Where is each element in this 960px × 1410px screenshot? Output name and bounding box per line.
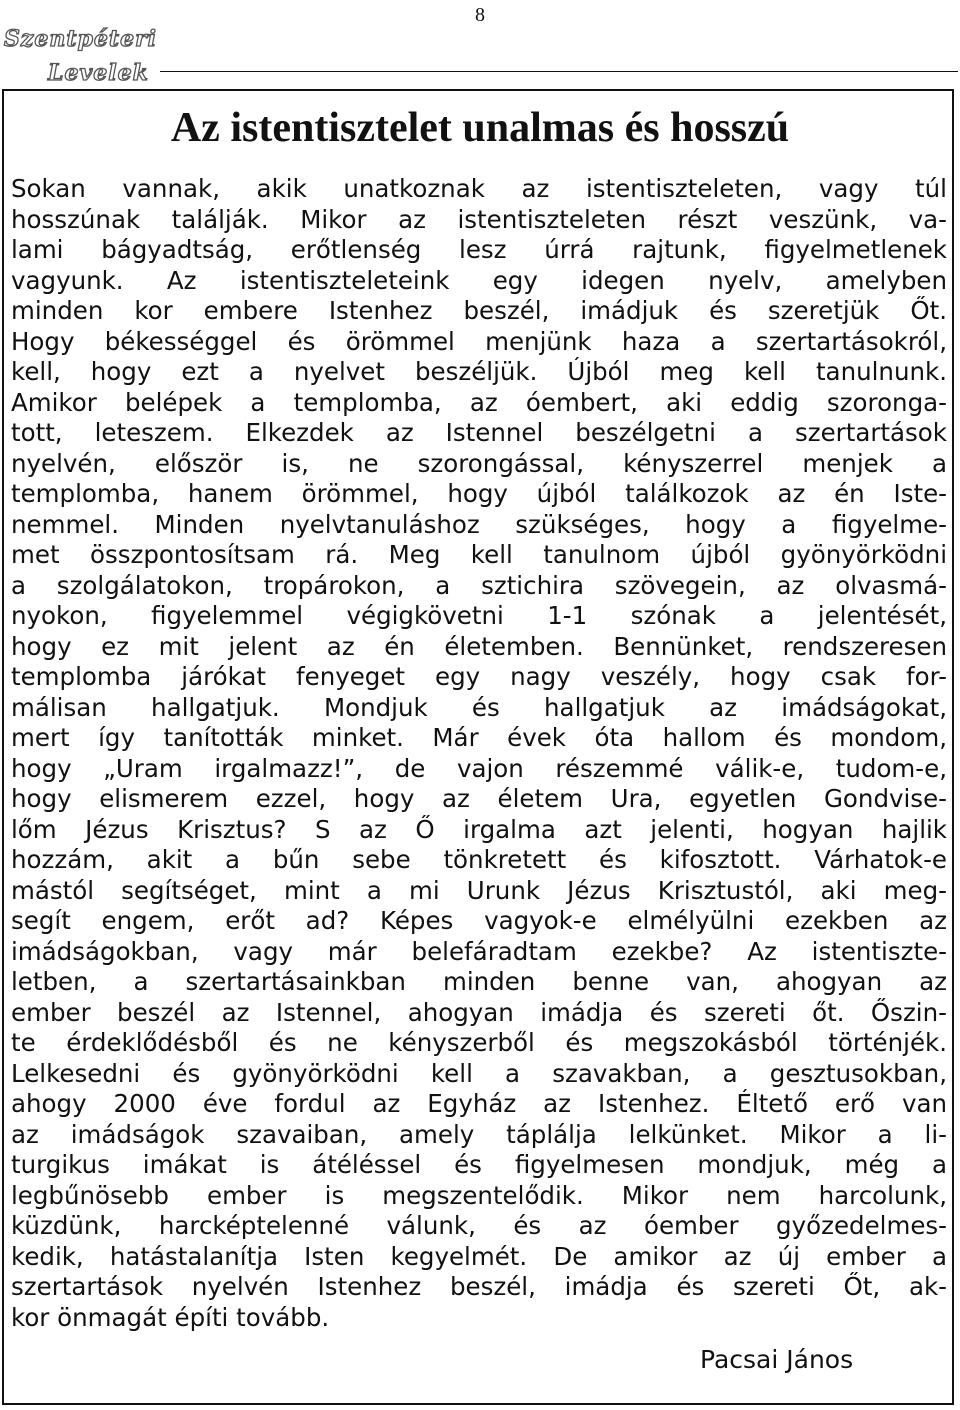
body-line: málisan hallgatjuk. Mondjuk és hallgatjuk az imádságokat, [11, 692, 947, 722]
publication-logo [2, 22, 158, 90]
page-number: 8 [475, 4, 485, 26]
body-line: Lelkesedni és gyönyörködni kell a szavakban, a gesztusokban, [11, 1058, 947, 1088]
body-line: segít engem, erőt ad? Képes vagyok-e elmélyülni ezekben az [11, 906, 947, 935]
body-line: Amikor belépek a templomba, az óembert, aki eddig szoronga- [11, 387, 947, 417]
body-line: hogy ez mit jelent az én életemben. Bennünket, rendszeresen [11, 631, 947, 661]
body-line: nyokon, figyelemmel végigkövetni 1-1 szónak a jelentését, [11, 601, 947, 630]
body-line: met összpontosítsam rá. Meg kell tanulnom újból gyönyörködni [11, 540, 947, 569]
body-line: kell, hogy ezt a nyelvet beszéljük. Újból meg kell tanulnunk. [11, 357, 947, 386]
body-line: Sokan vannak, akik unatkoznak az istentiszteleten, vagy túl [11, 174, 947, 203]
logo-line-2: Levelek [48, 60, 149, 86]
body-line: kor önmagát építi tovább. [11, 1302, 330, 1332]
body-line: mástól segítséget, mint a mi Urunk Jézus Krisztustól, aki meg- [11, 875, 947, 905]
article-title: Az istentisztelet unalmas és hosszú [170, 105, 790, 151]
body-line: nemmel. Minden nyelvtanuláshoz szükséges, hogy a figyelme- [11, 509, 947, 539]
body-line: tott, leteszem. Elkezdek az Istennel beszélgetni a szertartások [11, 418, 947, 447]
body-line: mert így tanították minket. Már évek óta hallom és mondom, [11, 723, 947, 752]
header-rule [160, 71, 958, 72]
body-line: nyelvén, először is, ne szorongással, kényszerrel menjek a [11, 448, 947, 478]
body-line: küzdünk, harcképtelenné válunk, és az óember győzedelmes- [11, 1211, 947, 1240]
body-line: hogy elismerem ezzel, hogy az életem Ura, egyetlen Gondvise- [11, 784, 947, 813]
body-line: Hogy békességgel és örömmel menjünk haza a szertartásokról, [11, 326, 947, 356]
body-line: a szolgálatokon, tropárokon, a sztichira szövegein, az olvasmá- [11, 570, 947, 600]
body-line: szertartások nyelvén Istenhez beszél, imádja és szereti Őt, ak- [11, 1272, 947, 1301]
body-line: ember beszél az Istennel, ahogyan imádja és szereti őt. Őszin- [11, 997, 947, 1027]
body-line: legbűnösebb ember is megszentelődik. Mikor nem harcolunk, [11, 1180, 947, 1210]
logo-line-1: Szentpéteri [4, 26, 158, 52]
body-line: letben, a szertartásainkban minden benne van, ahogyan az [11, 967, 947, 996]
article-body [11, 174, 947, 1333]
body-line: lőm Jézus Krisztus? S az Ő irgalma azt jelenti, hogyan hajlik [11, 814, 947, 844]
body-line: kedik, hatástalanítja Isten kegyelmét. De amikor az új ember a [11, 1241, 947, 1271]
body-line: vagyunk. Az istentiszteleteink egy idegen nyelv, amelyben [11, 265, 947, 295]
body-line: lami bágyadtság, erőtlenség lesz úrrá rajtunk, figyelmetlenek [11, 235, 947, 264]
body-line: templomba, hanem örömmel, hogy újból találkozok az én Iste- [11, 479, 947, 508]
body-line: az imádságok szavaiban, amely táplálja lelkünket. Mikor a li- [11, 1119, 947, 1149]
body-line: minden kor embere Istenhez beszél, imádjuk és szeretjük Őt. [11, 296, 947, 325]
body-line: ahogy 2000 éve fordul az Egyház az Istenhez. Éltető erő van [11, 1089, 947, 1118]
body-line: hogy „Uram irgalmazz!”, de vajon részemmé válik-e, tudom-e, [11, 753, 947, 783]
body-line: imádságokban, vagy már belefáradtam ezekbe? Az istentiszte- [11, 936, 947, 966]
body-line: te érdeklődésből és ne kényszerből és megszokásból történjék. [11, 1028, 947, 1057]
body-line: hozzám, akit a bűn sebe tönkretett és kifosztott. Várhatok-e [11, 845, 947, 874]
body-line: hosszúnak találják. Mikor az istentiszteleten részt veszünk, va- [11, 204, 947, 234]
author-signature: Pacsai János [700, 1345, 854, 1374]
body-line: turgikus imákat is átéléssel és figyelmesen mondjuk, még a [11, 1150, 947, 1179]
body-line: templomba járókat fenyeget egy nagy veszély, hogy csak for- [11, 662, 947, 691]
